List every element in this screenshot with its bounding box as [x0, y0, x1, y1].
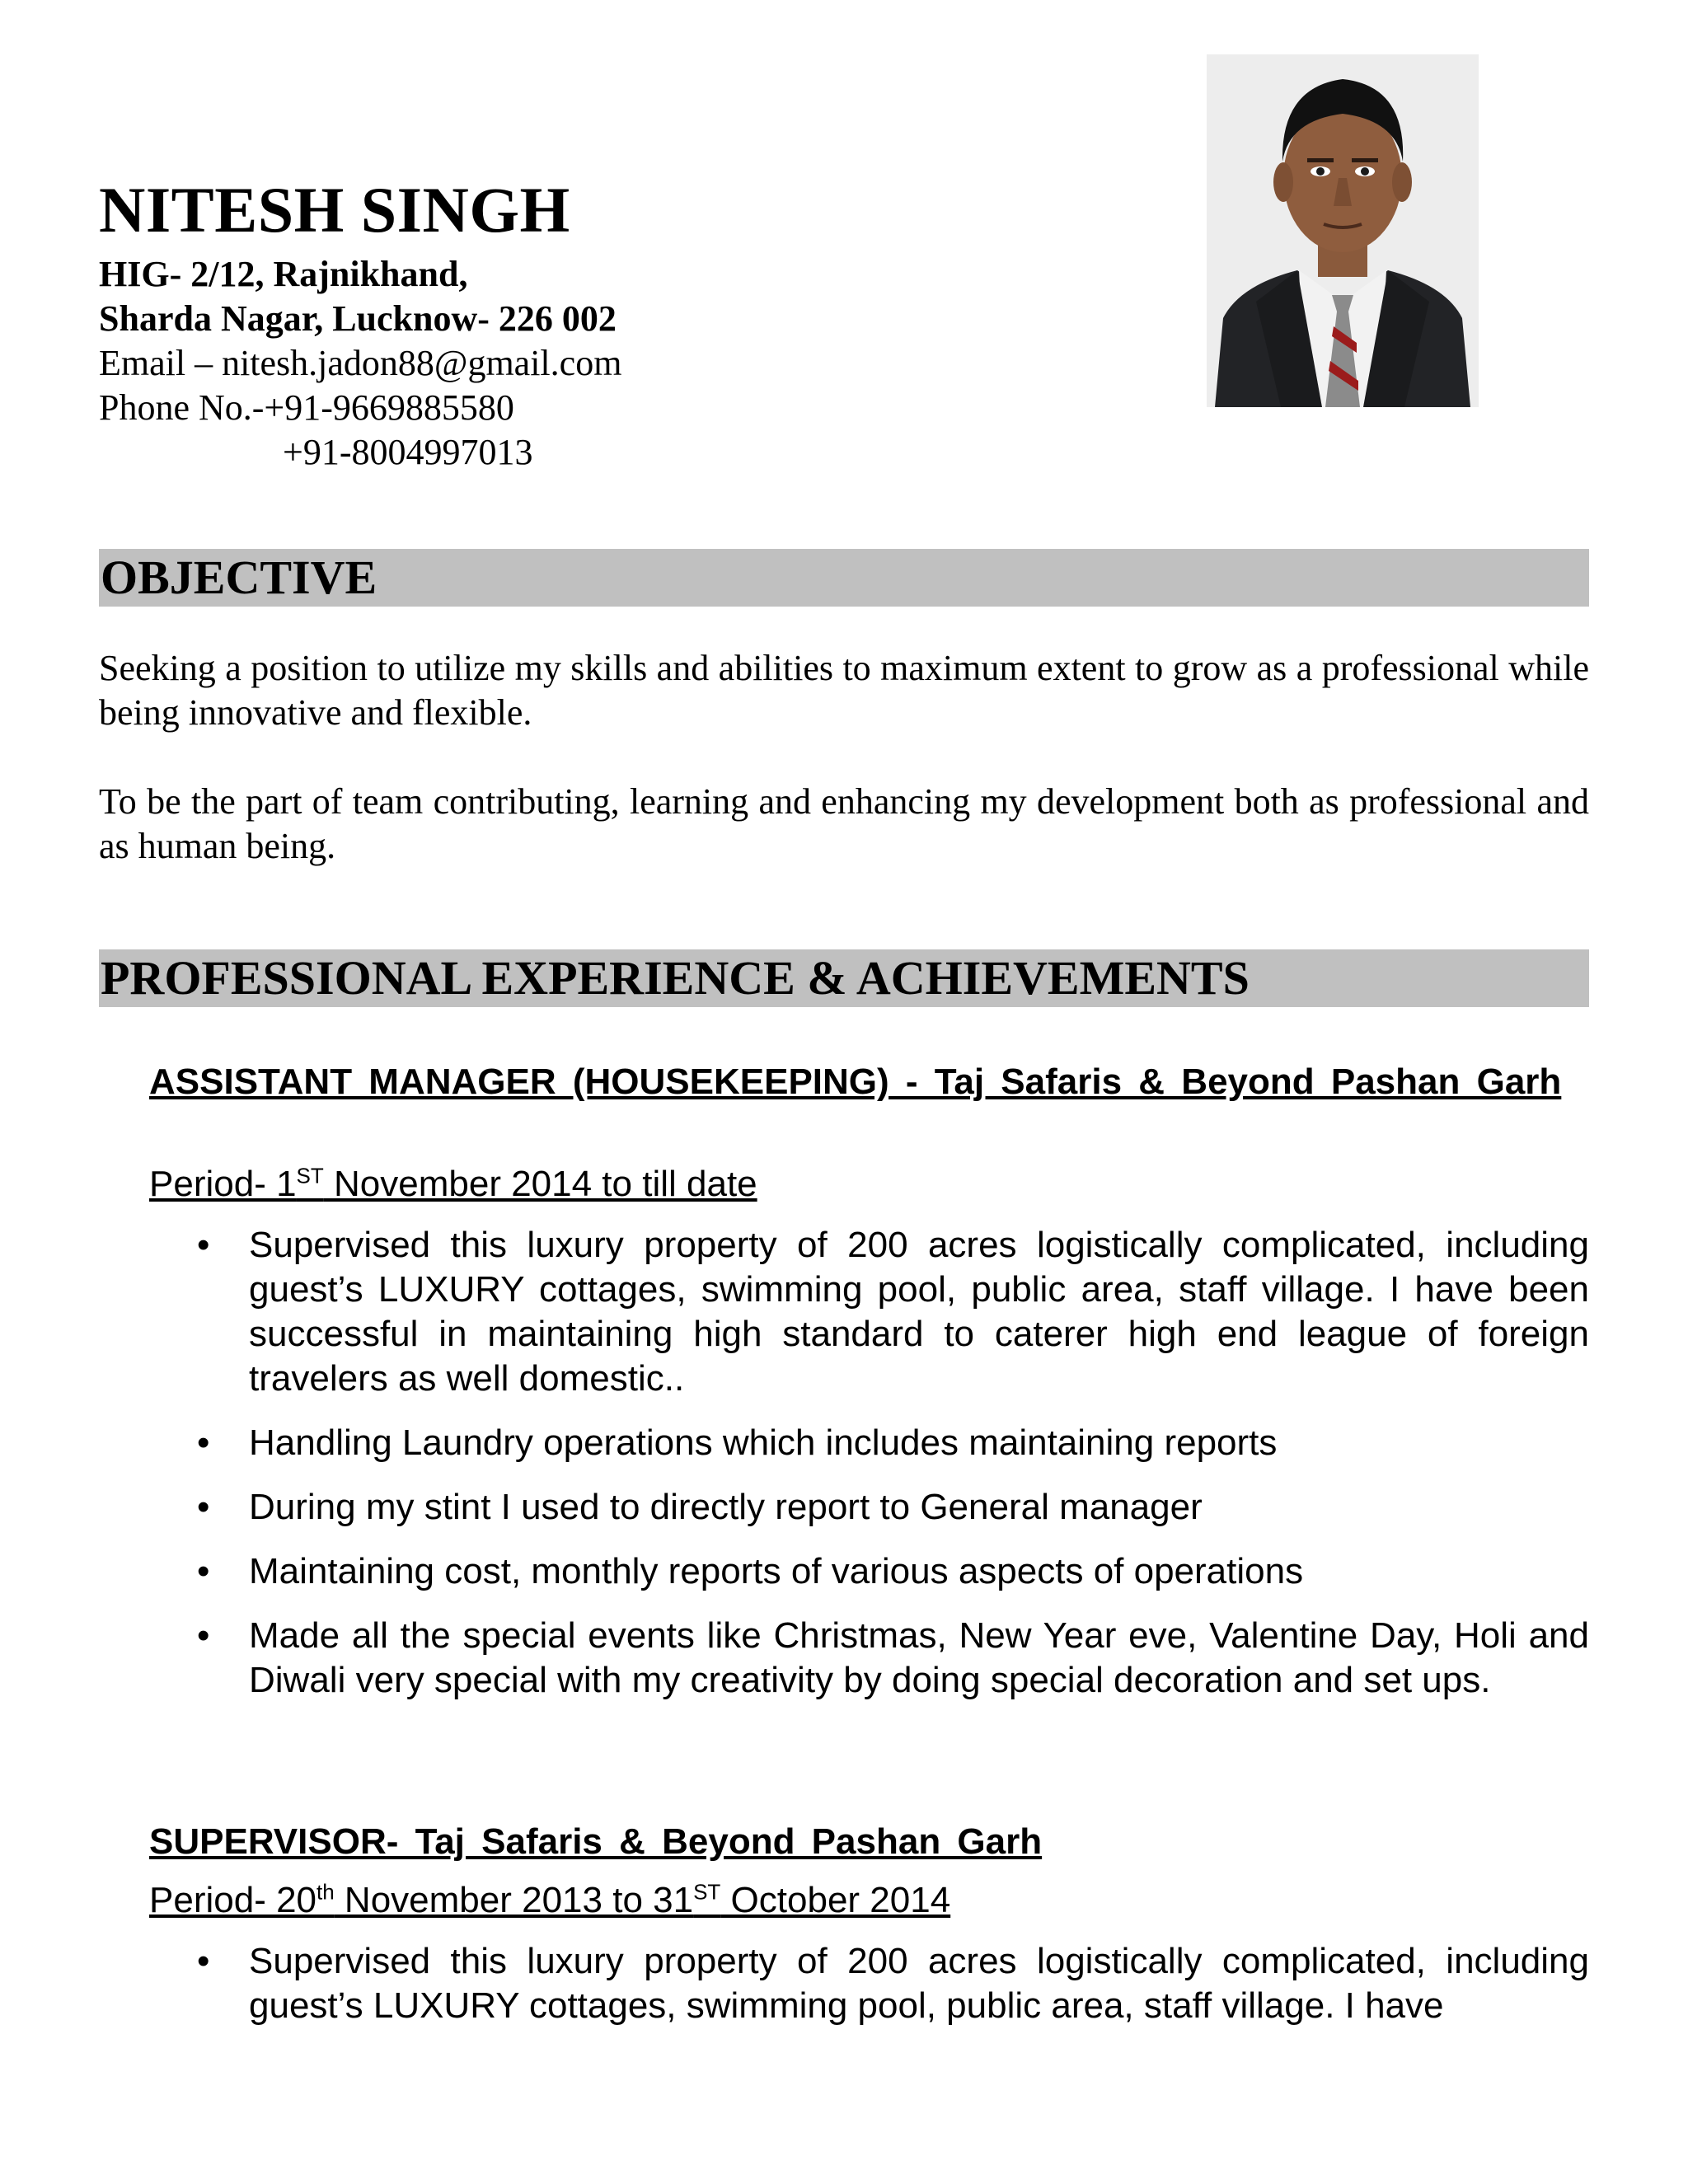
contact-block	[99, 252, 621, 475]
experience-heading-bar	[99, 949, 1589, 1007]
job-title-supervisor: SUPERVISOR- Taj Safaris & Beyond Pashan Garh	[149, 1821, 1043, 1862]
portrait-illustration	[1207, 54, 1479, 407]
job-period-supervisor	[149, 1878, 950, 1923]
phone-line-2: +91-8004997013	[283, 432, 533, 472]
period-superscript: th	[316, 1879, 335, 1905]
job-bullets-assistant-manager	[149, 1223, 1589, 1722]
list-item: • Made all the special events like Christmas, New Year eve, Valentine Day, Holi and Diwali very special with my creativity by doing special decoration and set ups.	[149, 1614, 1589, 1703]
objective-paragraph-2: To be the part of team contributing, learning and enhancing my development both as professional and as human being.	[99, 781, 1589, 866]
list-item: • Supervised this luxury property of 200 acres logistically complicated, including guest’s LUXURY cottages, swimming pool, public area, staff village. I have been successful in maintaining high standard to caterer high end league of foreign travelers as well domestic..	[149, 1223, 1589, 1401]
period-middle: November 2013 to 31	[334, 1880, 694, 1920]
experience-heading: PROFESSIONAL EXPERIENCE & ACHIEVEMENTS	[101, 951, 1250, 1005]
period-superscript-2: ST	[693, 1879, 721, 1905]
job-period-assistant-manager	[149, 1162, 757, 1207]
objective-paragraph-1: Seeking a position to utilize my skills and abilities to maximum extent to grow as a professional while being innovative and flexible.	[99, 648, 1589, 733]
address-line-1: HIG- 2/12, Rajnikhand,	[99, 254, 468, 294]
period-prefix: Period- 20	[149, 1880, 317, 1920]
list-item: • During my stint I used to directly report to General manager	[149, 1485, 1589, 1530]
candidate-name: NITESH SINGH	[99, 174, 570, 246]
objective-heading-bar	[99, 549, 1589, 607]
period-prefix: Period- 1	[149, 1164, 297, 1204]
list-item: • Supervised this luxury property of 200 acres logistically complicated, including guest’s LUXURY cottages, swimming pool, public area, staff village. I have	[149, 1939, 1589, 2028]
period-rest: October 2014	[720, 1880, 951, 1920]
address-line-2: Sharda Nagar, Lucknow- 226 002	[99, 298, 617, 339]
period-rest: November 2014 to till date	[323, 1164, 757, 1204]
job-bullets-supervisor	[149, 1939, 1589, 2048]
list-item: • Maintaining cost, monthly reports of various aspects of operations	[149, 1549, 1589, 1594]
list-item: • Handling Laundry operations which includes maintaining reports	[149, 1421, 1589, 1465]
period-superscript: ST	[296, 1163, 324, 1188]
phone-line-1: Phone No.-+91-9669885580	[99, 387, 514, 428]
objective-heading: OBJECTIVE	[101, 551, 377, 604]
email-line: Email – nitesh.jadon88@gmail.com	[99, 343, 622, 383]
profile-photo	[1207, 54, 1479, 407]
job-title-assistant-manager: ASSISTANT MANAGER (HOUSEKEEPING) - Taj Safaris & Beyond Pashan Garh	[149, 1062, 1562, 1102]
